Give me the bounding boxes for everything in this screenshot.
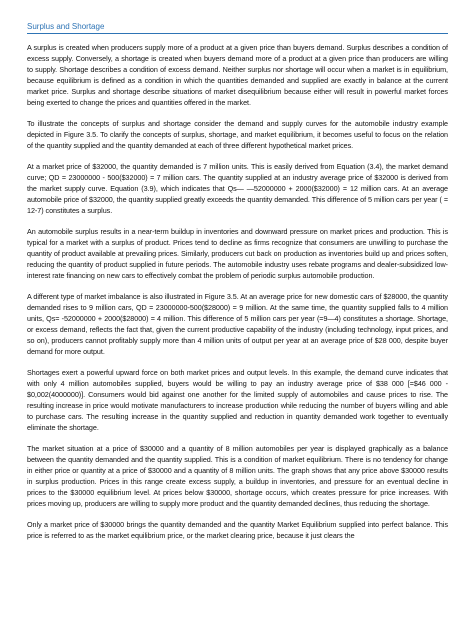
paragraph-market-equilibrium: The market situation at a price of $30000 and a quantity of 8 million automobiles per year is displayed graphically as a balance between the quantity demanded and the quantity supplied. This is a condition of market equilibrium. There is no tendency for change in either price or quantity at a price of $30000 and a quantity of 8 million units. The graph shows that any price above $30000 results in surplus production. Prices in this range create excess supply, a buildup in inventories, and pressure for an eventual decline in prices to the $30000 equilibrium level. At prices below $30000, shortage occurs, which creates pressure for price increases. With prices moving up, producers are willing to supply more product and the quantity demanded declines, thus reducing the shortage. xyxy=(27,443,448,509)
paragraph-shortage-effects: Shortages exert a powerful upward force on both market prices and output levels. In this example, the demand curve indicates that with only 4 million automobiles supplied, buyers would be willing to pay an industry average price of $38 000 [=$46 000 - $0,002(4000000)]. Consumers would bid against one another for the limited supply of automobiles and cause prices to rise. The resulting increase in price would motivate manufacturers to increase production while reducing the number of buyers willing and able to purchase cars. The resulting increase in the quantity supplied and reduction in quantity demanded work together to eventually eliminate the shortage. xyxy=(27,367,448,433)
paragraph-illustration-intro: To illustrate the concepts of surplus and shortage consider the demand and supply curves for the automobile industry example depicted in Figure 3.5. To clarify the concepts of surplus, shortage, and market equilibrium, it becomes useful to focus on the relation of the quantity supplied and the quantity demanded at each of three different hypothetical market prices. xyxy=(27,119,448,151)
paragraph-surplus-example: At a market price of $32000, the quantity demanded is 7 million units. This is easily derived from Equation (3.4), the market demand curve; QD = 23000000 - 500($32000) = 7 million cars. The quantity supplied at an industry average price of $32000 is derived from the market supply curve. Equation (3.9), which indicates that Qs— —52000000 + 2000($32000) = 12 million cars. At an average automobile price of $32000, the quantity supplied greatly exceeds the quantity demanded. This difference of 5 million cars per year ( = 12-7) constitutes a surplus. xyxy=(27,161,448,216)
paragraph-equilibrium-price: Only a market price of $30000 brings the quantity demanded and the quantity Market Equilibrium supplied into perfect balance. This price is referred to as the market equilibrium price, or the market clearing price, because it just clears the xyxy=(27,519,448,541)
paragraph-surplus-definition: A surplus is created when producers supply more of a product at a given price than buyers demand. Surplus describes a condition of excess supply. Conversely, a shortage is created when buyers demand more of a product at a given price than producers are willing to supply. Shortage describes a condition of excess demand. Neither surplus nor shortage will occur when a market is in equilibrium, because equilibrium is defined as a condition in which the quantities demanded and supplied are exactly in balance at the current market price. Surplus and shortage describe situations of market disequilibrium because either will result in powerful market forces being exerted to change the prices and quantities offered in the market. xyxy=(27,43,448,108)
section-heading: Surplus and Shortage xyxy=(27,22,448,34)
paragraph-surplus-effects: An automobile surplus results in a near-term buildup in inventories and downward pressure on market prices and production. This is typical for a market with a surplus of product. Prices tend to decline as firms recognize that consumers are unwilling to purchase the quantity of product available at prevailing prices. Similarly, producers cut back on production as inventories build up and prices soften, reducing the quantity of product supplied in future periods. The automobile industry uses rebate programs and dealer-subsidized low-interest rate financing on new cars to effectively combat the problem of periodic surplus automobile production. xyxy=(27,226,448,281)
paragraph-shortage-example: A different type of market imbalance is also illustrated in Figure 3.5. At an average price for new domestic cars of $28000, the quantity demanded rises to 9 million cars, QD = 23000000-500($28000) = 9 million. At the same time, the quantity supplied falls to 4 million units, Qs= -52000000 + 2000($28000) = 4 million. This difference of 5 million cars per year (=9—4) constitutes a shortage. Shortage, or excess demand, reflects the fact that, given the current productive capability of the industry (including technology, input prices, and so on), producers cannot profitably supply more than 4 million units of output per year at an average price of $28 000, despite buyer demand for more output. xyxy=(27,291,448,357)
